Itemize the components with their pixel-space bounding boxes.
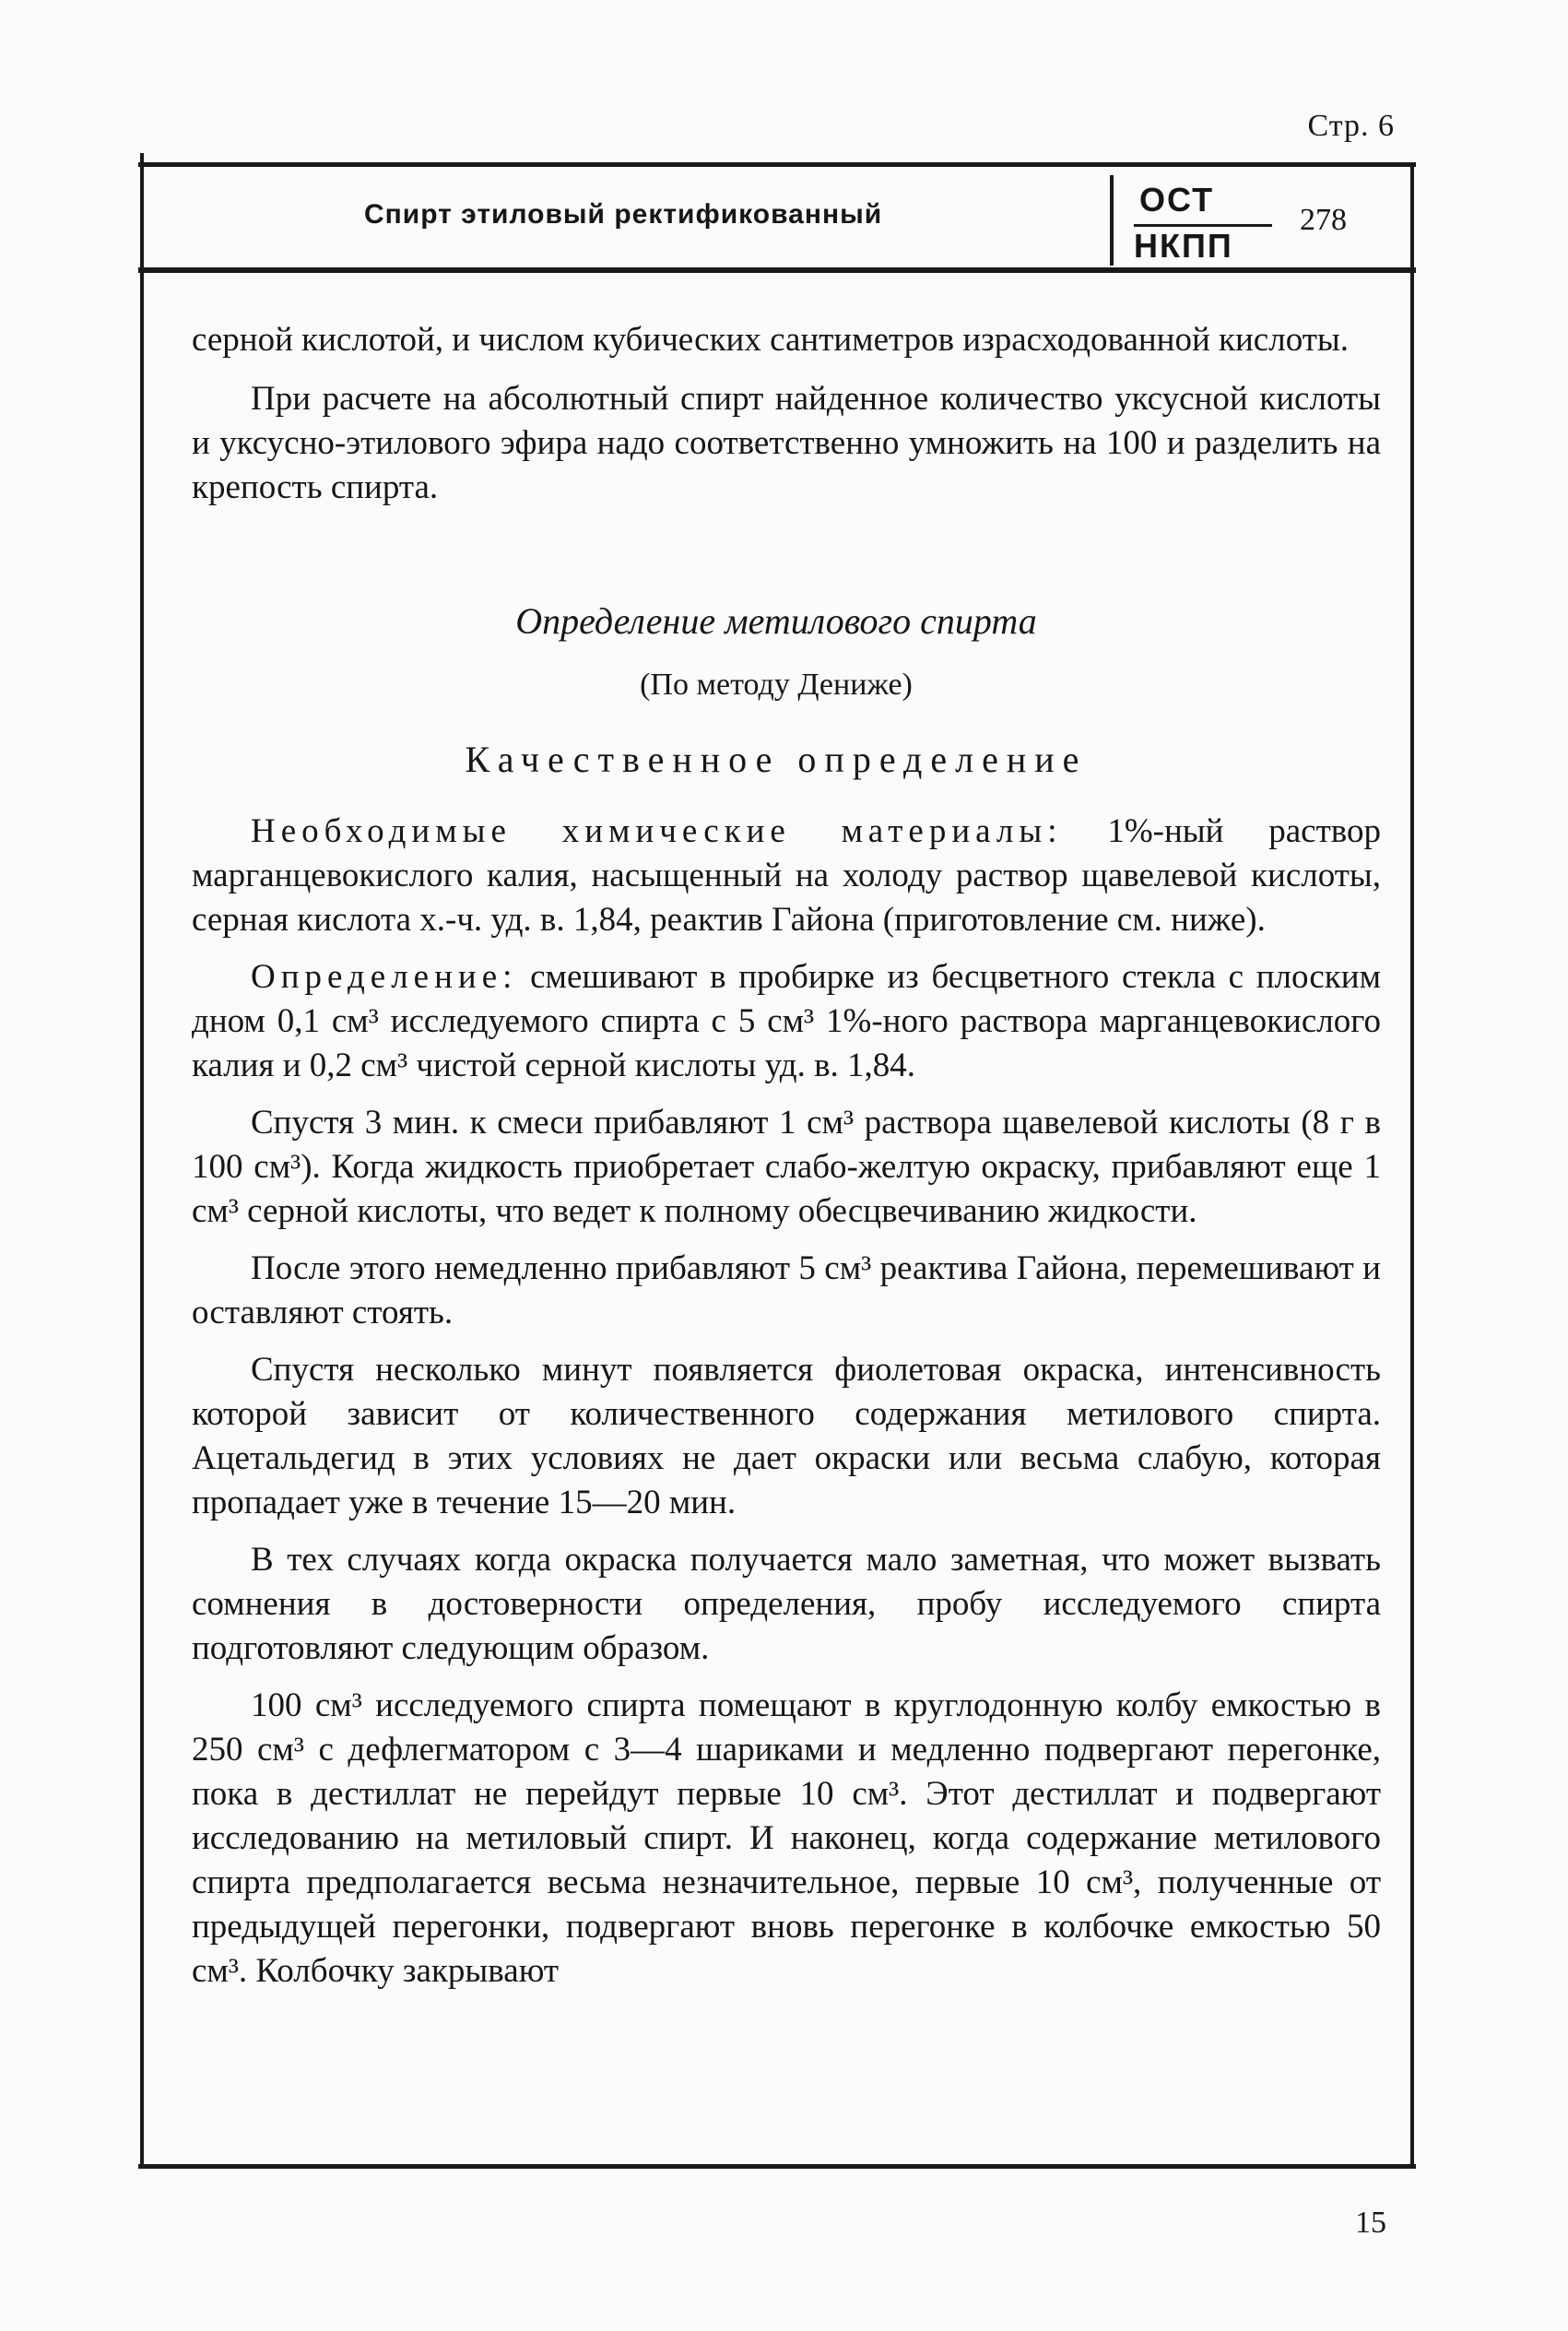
header-title: Спирт этиловый ректификованный <box>364 199 883 230</box>
header-bottom-rule <box>138 267 1416 273</box>
intro-paragraph-1: серной кислотой, и числом кубических сантиметров израсходованной кислоты. <box>192 321 1349 359</box>
frame-left-border <box>140 153 144 2168</box>
page-bottom-rule <box>138 2164 1416 2169</box>
procedure-lead: Определение: <box>251 958 518 996</box>
page-label: Стр. 6 <box>1307 109 1395 143</box>
step-paragraph-3: Спустя несколько минут появляется фиолетовая окраска, интенсивность которой зависит от количественного содержания метилового спирта. Ацетальдегид в этих условиях не дает окраски или весьма слабую, которая пропадает уже в течение 15—20 мин. <box>192 1351 1381 1521</box>
standard-number: 278 <box>1300 203 1347 237</box>
section-method: (По методу Дениже) <box>640 668 913 702</box>
intro-block <box>192 318 1381 510</box>
section-subtitle: Качественное определение <box>465 739 1088 780</box>
section-title: Определение метилового спирта <box>515 600 1037 642</box>
materials-lead: Необходимые химические материалы: <box>251 812 1063 850</box>
procedure-paragraph <box>192 955 1381 1088</box>
header-divider <box>1110 175 1114 266</box>
materials-text: 1%-ный раствор марганцевокислого калия, насыщенный на холоду раствор щавелевой кислоты, серная кислота х.-ч. уд. в. 1,84, реактив Гайона (приготовление см. ниже). <box>192 812 1381 939</box>
frame-right-border <box>1410 164 1414 2167</box>
step-paragraph-4: В тех случаях когда окраска получается мало заметная, что может вызвать сомнения в достоверности определения, пробу исследуемого спирта подготовляют следующим образом. <box>192 1541 1381 1667</box>
procedure-text: смешивают в пробирке из бесцветного стекла с плоским дном 0,1 см³ исследуемого спирта с 5 см³ 1%-ного раствора марганцевокислого калия и 0,2 см³ чистой серной кислоты уд. в. 1,84. <box>192 958 1381 1084</box>
header-top-rule <box>138 162 1416 167</box>
intro-paragraph-2: При расчете на абсолютный спирт найденное количество уксусной кислоты и уксусно-этилового эфира надо соответственно умножить на 100 и разделить на крепость спирта. <box>192 380 1381 506</box>
standard-code-top: ОСТ <box>1139 181 1215 219</box>
materials-paragraph <box>192 810 1381 942</box>
step-paragraph-1: Спустя 3 мин. к смеси прибавляют 1 см³ раствора щавелевой кислоты (8 г в 100 см³). Когда жидкость приобретает слабо-желтую окраску, прибавляют еще 1 см³ серной кислоты, что ведет к полному обесцвечиванию жидкости. <box>192 1104 1381 1230</box>
main-block <box>192 810 1381 1994</box>
step-paragraph-5: 100 см³ исследуемого спирта помещают в круглодонную колбу емкостью в 250 см³ с дефлегматором с 3—4 шариками и медленно подвергают перегонке, пока в дестиллат не перейдут первые 10 см³. Этот дестиллат и подвергают исследованию на метиловый спирт. И наконец, когда содержание метилового спирта предполагается весьма незначительное, первые 10 см³, полученные от предыдущей перегонки, подвергают вновь перегонке в колбочке емкостью 50 см³. Колбочку закрывают <box>192 1686 1381 1990</box>
step-paragraph-2: После этого немедленно прибавляют 5 см³ реактива Гайона, перемешивают и оставляют стоять. <box>192 1249 1381 1331</box>
standard-code-bottom: НКПП <box>1134 227 1233 265</box>
page-number-bottom: 15 <box>1355 2206 1386 2240</box>
